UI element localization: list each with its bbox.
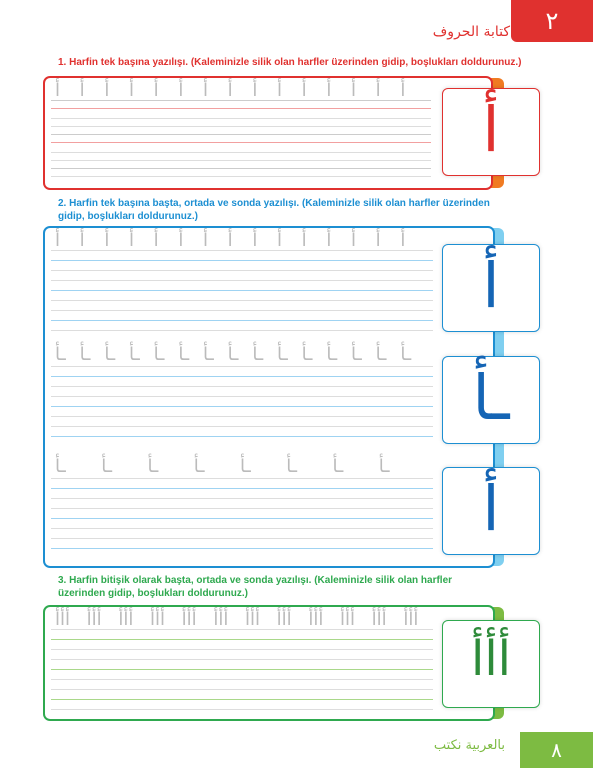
trace-letter: أ [129,230,135,251]
section-3-box [43,605,495,721]
instruction-2: 2. Harfin tek başına başta, ortada ve sonda yazılışı. (Kaleminizle silik olan harfler üzerinden gidip, boşlukları doldurunuz.) [58,198,490,222]
instruction-1: 1. Harfin tek başına yazılışı. (Kaleminizle silik olan harfler üzerinden gidip, boşlukları doldurunuz.) [58,57,522,68]
trace-letter: ـأ [129,344,140,365]
trace-letter: ـأ [378,456,390,477]
trace-letter: ـأ [375,344,387,365]
trace-letter: أ [375,80,381,101]
trace-letter: أأأ [371,609,387,630]
trace-letter: أ [104,230,110,251]
trace-letter: أ [252,230,258,251]
trace-letter: أ [252,80,258,101]
trace-letter: ـأ [240,456,251,477]
trace-letter: أ [277,230,283,251]
trace-letter: ـأ [400,344,412,365]
section-2-box [43,226,495,568]
trace-letters-row [55,456,425,478]
book-title: بالعربية نكتب [433,738,505,753]
trace-letter: أأأ [181,609,197,630]
writing-lines-2b [51,366,433,446]
trace-letter: أأأ [276,609,292,630]
trace-letter: أ [203,230,209,251]
trace-letter: أ [129,80,135,101]
trace-letter: ـأ [326,344,338,365]
trace-letter: أ [400,80,406,101]
letter-alif-hamza-connected: أ [482,472,500,545]
trace-letter: أ [351,80,357,101]
trace-letter: أ [153,230,159,251]
trace-letter: أأأ [150,609,166,630]
letter-tile-combined [442,620,540,708]
trace-letter: أأأ [403,609,419,630]
trace-letter: أ [351,230,357,251]
trace-letter: ـأ [55,344,66,365]
trace-letter: أ [277,80,283,101]
trace-letter: أ [178,230,184,251]
trace-letter: أ [178,80,184,101]
instruction-3: 3. Harfin bitişik olarak başta, ortada ve sonda yazılışı. (Kaleminizle silik olan harfler üzerinden gidip, boşlukları doldurunuz.) [58,575,453,599]
trace-letter: ـأ [101,456,113,477]
trace-letter: أ [326,230,332,251]
trace-letter: أأأ [245,609,261,630]
writing-lines-2a [51,250,433,338]
trace-letters-row [55,344,425,366]
trace-letter: ـأ [286,456,298,477]
chapter-number-tab: ٢ [511,0,593,42]
trace-letter: أ [104,80,110,101]
trace-letter: ـأ [301,344,313,365]
trace-letter: ـأ [79,344,91,365]
writing-lines-3 [51,629,433,713]
letter-alif-hamza-combined: أأأ [470,631,511,687]
letter-alif-hamza: أ [482,249,500,322]
trace-letter: أأأ [340,609,356,630]
trace-letter: ـأ [147,456,159,477]
trace-letter: أ [375,230,381,251]
trace-letter: ـأ [104,344,116,365]
trace-letter: أأأ [213,609,229,630]
writing-lines-2c [51,478,433,558]
trace-letter: أ [153,80,159,101]
chapter-title: كتابة الحروف [432,24,510,40]
trace-letters-row [55,230,425,252]
trace-letter: أ [227,80,233,101]
trace-letters-row [55,80,425,102]
trace-letter: أأأ [55,609,71,630]
trace-letter: ـأ [203,344,214,365]
trace-letter: أأأ [86,609,102,630]
trace-letter: ـأ [351,344,362,365]
letter-tile-isolated [442,244,540,332]
letter-alif-hamza-final: ـأ [472,361,510,434]
trace-letter: ـأ [153,344,165,365]
trace-letters-row [55,609,435,631]
trace-letter: ـأ [277,344,288,365]
trace-letter: أ [79,230,85,251]
section-1-box [43,76,493,190]
trace-letter: أ [326,80,332,101]
page-number: ٨ [520,732,593,768]
trace-letter: أأأ [308,609,324,630]
trace-letter: أ [55,80,61,101]
trace-letter: ـأ [55,456,66,477]
trace-letter: أ [227,230,233,251]
trace-letter: ـأ [193,456,205,477]
trace-letter: أ [55,230,61,251]
trace-letter: ـأ [227,344,239,365]
letter-tile-final [442,356,540,444]
trace-letter: أ [203,80,209,101]
trace-letter: أ [301,80,307,101]
trace-letter: أ [400,230,406,251]
trace-letter: ـأ [332,456,344,477]
trace-letter: أأأ [118,609,134,630]
letter-tile-isolated [442,88,540,176]
trace-letter: أ [79,80,85,101]
trace-letter: ـأ [178,344,190,365]
letter-tile-connected [442,467,540,555]
trace-letter: أ [301,230,307,251]
letter-alif-hamza: أ [482,93,500,166]
trace-letter: ـأ [252,344,264,365]
